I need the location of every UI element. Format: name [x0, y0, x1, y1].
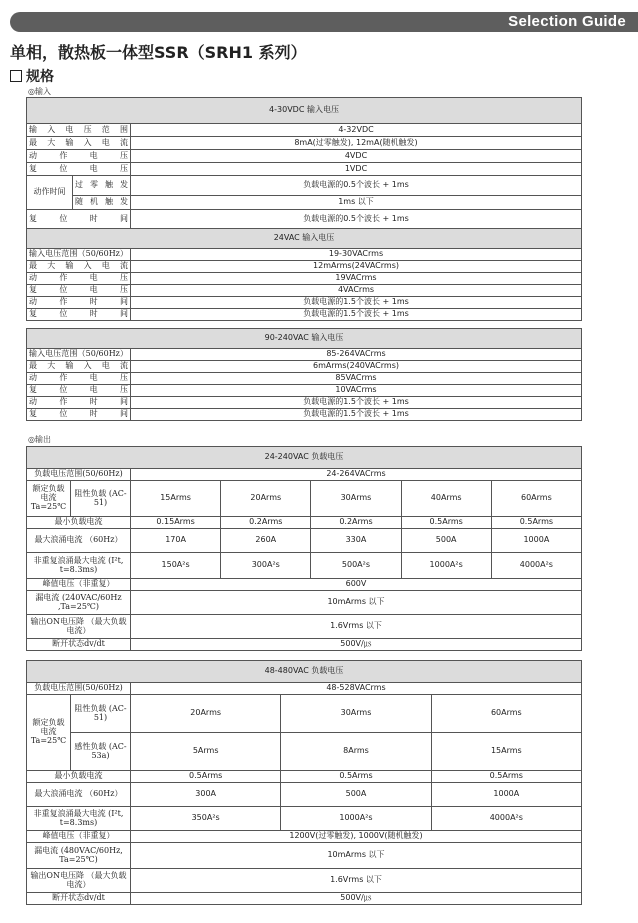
surge-label: 最大浪涌电流 （60Hz） [27, 783, 131, 807]
leak-label: 漏电流 (480VAC/60Hz, Ta=25℃) [27, 843, 131, 869]
row-label: 动作电压 [27, 273, 131, 285]
row-value: 4VACrms [131, 285, 582, 297]
peak-label: 峰值电压（非重复） [27, 579, 131, 591]
peak-value: 1200V(过零触发), 1000V(随机触发) [131, 831, 582, 843]
input-caption: ◎输入 [28, 87, 51, 96]
row-value: 12mArms(24VACrms) [131, 261, 582, 273]
range-label: 负载电压范围(50/60Hz) [27, 683, 131, 695]
surge-value: 260A [221, 529, 311, 553]
row-label: 动作电压 [27, 373, 131, 385]
row-label: 复位时间 [27, 409, 131, 421]
row-value: 19-30VACrms [131, 249, 582, 261]
row-label: 最大输入电流 [27, 361, 131, 373]
dvdt-value: 500V/㎲ [131, 893, 582, 905]
induct-value: 8Arms [281, 733, 431, 771]
i2t-value: 350A²s [131, 807, 281, 831]
row-label: 动作时间 [27, 397, 131, 409]
zero-label: 过零触发 [73, 176, 131, 196]
surge-value: 300A [131, 783, 281, 807]
table-header: 48-480VAC 负载电压 [27, 661, 582, 683]
dvdt-value: 500V/㎲ [131, 639, 582, 651]
resist-label: 阻性负载 (AC-51) [71, 695, 131, 733]
rated-value: 60Arms [491, 481, 581, 517]
random-value: 1ms 以下 [131, 196, 582, 210]
row-value: 10VACrms [131, 385, 582, 397]
i2t-value: 1000A²s [281, 807, 431, 831]
row-value: 85VACrms [131, 373, 582, 385]
leak-label: 漏电流 (240VAC/60Hz ,Ta=25℃) [27, 591, 131, 615]
surge-value: 1000A [491, 529, 581, 553]
row-value: 1VDC [131, 163, 582, 176]
i2t-value: 1000A²s [401, 553, 491, 579]
zero-value: 负载电源的0.5个波长 + 1ms [131, 176, 582, 196]
row-label: 复位时间 [27, 309, 131, 321]
op-time-label: 动作时间 [27, 176, 73, 210]
row-label: 动作电压 [27, 150, 131, 163]
resist-value: 30Arms [281, 695, 431, 733]
resist-value: 20Arms [131, 695, 281, 733]
min-value: 0.5Arms [431, 771, 581, 783]
row-label: 最大输入电流 [27, 261, 131, 273]
row-value: 负载电源的1.5个波长 + 1ms [131, 409, 582, 421]
surge-value: 1000A [431, 783, 581, 807]
i2t-value: 300A²s [221, 553, 311, 579]
table-header: 90-240VAC 输入电压 [27, 329, 582, 349]
i2t-value: 500A²s [311, 553, 401, 579]
row-value: 4-32VDC [131, 124, 582, 137]
induct-value: 15Arms [431, 733, 581, 771]
min-value: 0.5Arms [131, 771, 281, 783]
square-bullet-icon [10, 70, 22, 82]
reset-value: 负载电源的0.5个波长 + 1ms [131, 210, 582, 229]
ac24-input-table [26, 228, 582, 321]
i2t-label: 非重复浪涌最大电流 (I²t, t=8.3ms) [27, 807, 131, 831]
min-value: 0.2Arms [311, 517, 401, 529]
row-value: 4VDC [131, 150, 582, 163]
dvdt-label: 断开状态dv/dt [27, 639, 131, 651]
row-value: 8mA(过零触发), 12mA(随机触发) [131, 137, 582, 150]
row-label: 最大输入电流 [27, 137, 131, 150]
resist-value: 60Arms [431, 695, 581, 733]
surge-label: 最大浪涌电流 （60Hz） [27, 529, 131, 553]
drop-label: 输出ON电压降 （最大负载电流） [27, 615, 131, 639]
min-value: 0.5Arms [491, 517, 581, 529]
dvdt-label: 断开状态dv/dt [27, 893, 131, 905]
min-value: 0.5Arms [401, 517, 491, 529]
section-heading [10, 66, 54, 86]
rated-value: 20Arms [221, 481, 311, 517]
page-title: 单相，散热板一体型SSR（SRH1 系列） [10, 43, 307, 62]
row-value: 负载电源的1.5个波长 + 1ms [131, 397, 582, 409]
peak-label: 峰值电压（非重复） [27, 831, 131, 843]
peak-value: 600V [131, 579, 582, 591]
table-header: 24-240VAC 负载电压 [27, 447, 582, 469]
output-caption: ◎输出 [28, 435, 51, 444]
section-banner [10, 12, 638, 32]
min-value: 0.2Arms [221, 517, 311, 529]
rated-value: 15Arms [131, 481, 221, 517]
surge-value: 500A [281, 783, 431, 807]
rated-value: 30Arms [311, 481, 401, 517]
surge-value: 170A [131, 529, 221, 553]
output-table-48-480 [26, 660, 582, 905]
i2t-value: 4000A²s [431, 807, 581, 831]
row-label: 输入电压范围 [27, 124, 131, 137]
drop-label: 输出ON电压降 （最大负载电流） [27, 869, 131, 893]
row-value: 85-264VACrms [131, 349, 582, 361]
row-value: 负载电源的1.5个波长 + 1ms [131, 309, 582, 321]
dc-input-table [26, 97, 582, 229]
min-label: 最小负载电流 [27, 517, 131, 529]
row-label: 复位电压 [27, 285, 131, 297]
resist-label: 阻性负载 (AC-51) [71, 481, 131, 517]
min-label: 最小负载电流 [27, 771, 131, 783]
min-value: 0.5Arms [281, 771, 431, 783]
leak-value: 10mArms 以下 [131, 843, 582, 869]
output-table-24-240 [26, 446, 582, 651]
ac240-input-table [26, 328, 582, 421]
rated-label: 额定负载电流 Ta=25℃ [27, 695, 71, 771]
section-label: 规格 [26, 69, 54, 85]
row-label: 输入电压范围（50/60Hz） [27, 349, 131, 361]
induct-value: 5Arms [131, 733, 281, 771]
row-label: 动作时间 [27, 297, 131, 309]
i2t-label: 非重复浪涌最大电流 (I²t, t=8.3ms) [27, 553, 131, 579]
row-value: 6mArms(240VACrms) [131, 361, 582, 373]
range-value: 48-528VACrms [131, 683, 582, 695]
drop-value: 1.6Vrms 以下 [131, 869, 582, 893]
drop-value: 1.6Vrms 以下 [131, 615, 582, 639]
i2t-value: 150A²s [131, 553, 221, 579]
min-value: 0.15Arms [131, 517, 221, 529]
induct-label: 感性负载 (AC-53a) [71, 733, 131, 771]
surge-value: 330A [311, 529, 401, 553]
random-label: 随机触发 [73, 196, 131, 210]
row-value: 19VACrms [131, 273, 582, 285]
range-value: 24-264VACrms [131, 469, 582, 481]
table-header: 4-30VDC 输入电压 [27, 98, 582, 124]
row-value: 负载电源的1.5个波长 + 1ms [131, 297, 582, 309]
rated-value: 40Arms [401, 481, 491, 517]
surge-value: 500A [401, 529, 491, 553]
row-label: 复位电压 [27, 385, 131, 397]
row-label: 复位电压 [27, 163, 131, 176]
row-label: 输入电压范围（50/60Hz） [27, 249, 131, 261]
i2t-value: 4000A²s [491, 553, 581, 579]
table-header: 24VAC 输入电压 [27, 229, 582, 249]
rated-label: 额定负载电流 Ta=25℃ [27, 481, 71, 517]
banner-text: Selection Guide [508, 13, 626, 30]
leak-value: 10mArms 以下 [131, 591, 582, 615]
range-label: 负载电压范围(50/60Hz) [27, 469, 131, 481]
reset-label: 复位时间 [27, 210, 131, 229]
